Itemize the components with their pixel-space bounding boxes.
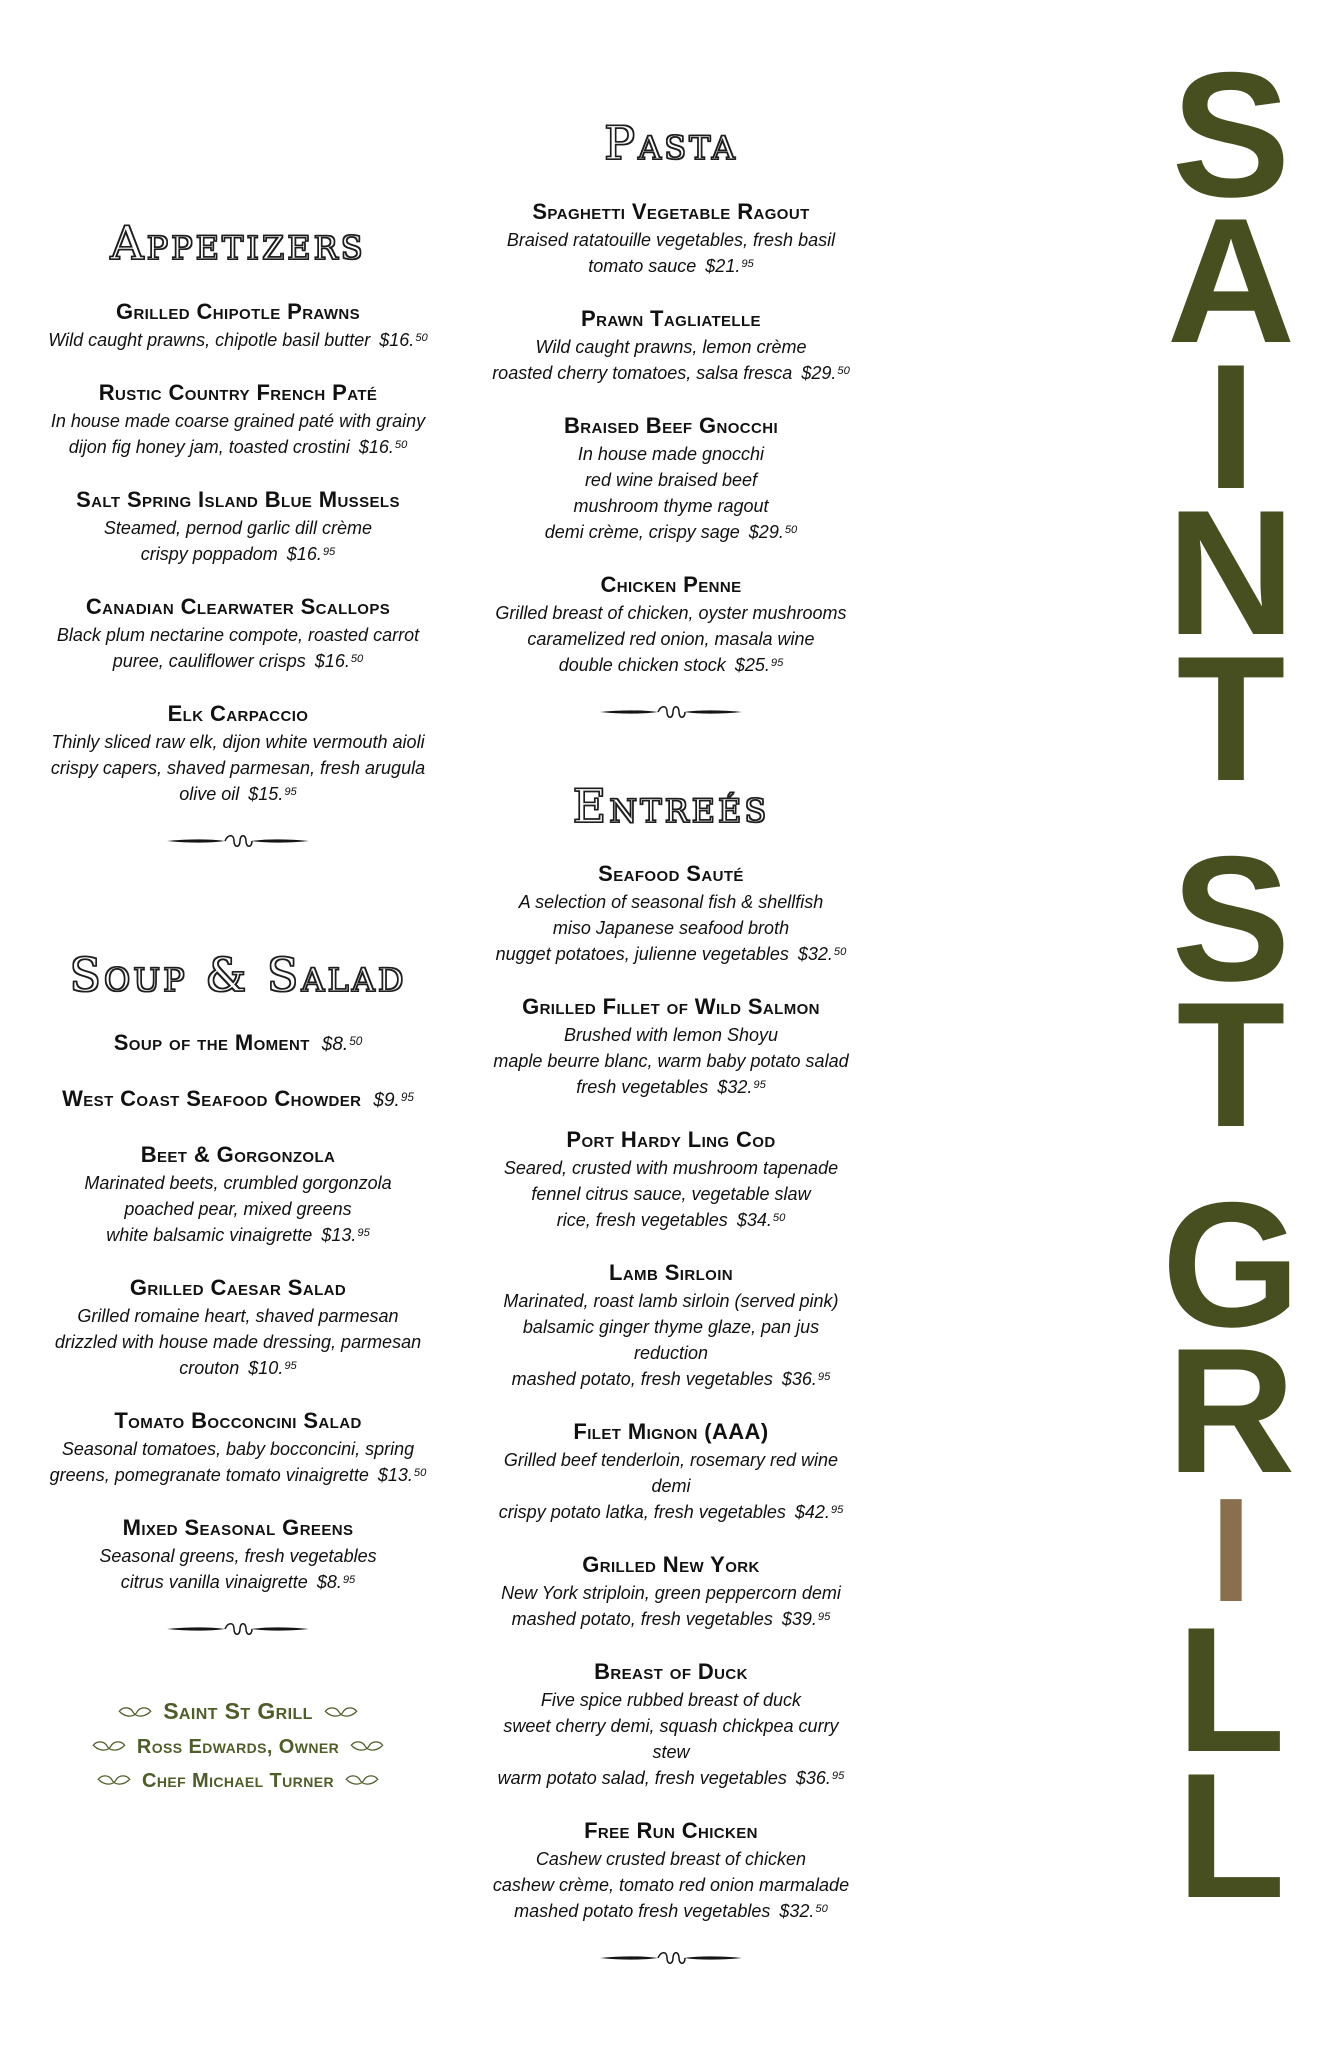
item-desc-line: mushroom thyme ragout [573,495,769,516]
price-cents: 50 [350,652,364,665]
price-dollars: $16. [358,436,394,457]
item-price [321,1225,369,1245]
pasta-heading: Pasta [604,116,738,170]
left-sections [28,218,448,1643]
brand-letter-l: L [1176,1735,1286,1935]
menu-item [486,859,856,970]
item-name-text: Port Hardy Ling Cod [566,1127,776,1153]
item-price [796,1768,844,1788]
item-desc-line: crispy potato latka, fresh vegetables $42.95 [498,1502,844,1523]
item-desc-line: red wine braised beef [584,469,758,490]
item-name-text: Prawn Tagliatelle [581,305,761,331]
item-name-text: West Coast Seafood Chowder [62,1086,362,1112]
item-desc-line: New York striploin, green peppercorn demi [501,1583,841,1604]
item-description [28,729,448,810]
item-price [248,1358,296,1378]
item-description [486,1687,856,1794]
price-cents: 95 [830,1504,844,1517]
item-desc-line: Steamed, pernod garlic dill crème [103,517,373,538]
price-dollars: $16. [379,329,415,350]
price-cents: 95 [817,1371,831,1384]
price-cents: 95 [831,1770,845,1783]
item-desc-line: fresh vegetables $32.95 [576,1077,766,1098]
item-name [28,1140,448,1170]
swirl-ornament-icon [344,1773,380,1787]
item-price [287,544,335,564]
item-description [28,1543,448,1598]
price-cents: 50 [349,1034,363,1048]
scroll-flourish-divider [163,832,313,850]
item-name [28,485,448,515]
item-price [705,256,753,276]
item-name [486,411,856,441]
menu-item [28,1406,448,1491]
price-dollars: $10. [248,1358,284,1379]
item-name-text: Lamb Sirloin [608,1260,733,1286]
item-desc-line: miso Japanese seafood broth [552,918,790,939]
brand-word-grill [1161,1164,1301,1935]
item-desc-line: Brushed with lemon Shoyu [563,1025,779,1046]
item-name [486,992,856,1022]
flourish-lead [96,1770,132,1793]
menu-item [486,411,856,548]
price-cents: 50 [413,1467,427,1480]
item-description [28,1303,448,1384]
swirl-ornament-icon [96,1773,132,1787]
price-cents: 95 [753,1079,766,1092]
item-description [28,1170,448,1251]
item-price [359,437,407,457]
item-desc-line: double chicken stock $25.95 [558,654,784,675]
brand-letter-s: S [1171,35,1291,234]
item-desc-line: fennel citrus sauce, vegetable slaw [531,1184,811,1205]
item-desc-line: Seasonal greens, fresh vegetables [99,1546,377,1567]
price-cents: 95 [322,545,336,558]
item-price [322,1034,363,1055]
footer-chef [28,1770,448,1793]
item-desc-line: Marinated, roast lamb sirloin (served pink) [503,1291,839,1312]
price-dollars: $16. [314,650,350,671]
item-name-text: Salt Spring Island Blue Mussels [76,486,400,512]
price-dollars: $25. [734,654,770,675]
item-description [28,515,448,570]
menu-item [28,699,448,810]
item-desc-line: puree, cauliflower crisps $16.50 [112,650,364,671]
item-desc-line: Cashew crusted breast of chicken [535,1849,807,1870]
price-dollars: $36. [795,1768,831,1789]
menu-item [486,1125,856,1236]
brand-letter-t: T [1176,964,1286,1164]
item-desc-line: sweet cherry demi, squash chickpea curry stew [503,1716,839,1763]
price-dollars: $8. [321,1034,349,1056]
item-name-text: Grilled New York [582,1552,760,1578]
item-description [486,334,856,389]
item-name [486,1657,856,1687]
scroll-flourish-divider [596,1949,746,1967]
price-dollars: $32. [779,1901,815,1922]
section-divider [486,1949,856,1972]
item-desc-line: crouton $10.95 [179,1358,297,1379]
item-desc-line: Grilled beef tenderloin, rosemary red wine demi [503,1450,839,1497]
item-desc-line: Black plum nectarine compote, roasted carrot [56,624,420,645]
item-desc-line: dijon fig honey jam, toasted crostini $16.50 [68,436,408,457]
item-name-text: Seafood Sauté [598,861,744,887]
item-description [486,1022,856,1103]
price-cents: 50 [833,946,847,959]
price-dollars: $29. [748,521,784,542]
flourish-lead [117,1698,153,1725]
item-desc-line: citrus vanilla vinaigrette $8.95 [120,1572,356,1593]
section-soup-salad [28,947,448,1644]
menu-item [28,297,448,356]
flourish-tail [323,1698,359,1725]
item-name [486,197,856,227]
price-dollars: $15. [248,783,284,804]
item-desc-line: Thinly sliced raw elk, dijon white vermouth aioli [51,731,425,752]
menu-item [28,1028,448,1062]
section-items [28,1028,448,1598]
scroll-flourish-divider [596,703,746,721]
price-dollars: $36. [781,1369,817,1390]
price-dollars: $34. [736,1210,772,1231]
price-dollars: $29. [801,362,837,383]
item-name-text: Filet Mignon (AAA) [573,1419,769,1445]
entrees-heading: Entreés [572,778,770,833]
item-price [737,1210,785,1230]
item-description [486,1447,856,1528]
menu-item [486,1816,856,1927]
right-sections [486,118,856,1972]
brand-letter-r: R [1166,1310,1296,1510]
item-desc-line: Five spice rubbed breast of duck [540,1690,802,1711]
item-desc-line: rice, fresh vegetables $34.50 [556,1210,786,1231]
item-desc-line: tomato sauce $21.95 [588,255,754,276]
item-name-text: Grilled Chipotle Prawns [115,298,361,324]
item-price [735,655,783,675]
item-name-text: Grilled Caesar Salad [129,1275,347,1301]
item-desc-line: greens, pomegranate tomato vinaigrette $13.50 [49,1465,427,1486]
vertical-brand-text [1153,35,1309,1935]
section-divider [28,1620,448,1643]
flourish-tail [344,1770,380,1793]
item-desc-line: crispy poppadom $16.95 [140,543,336,564]
item-price [749,522,797,542]
menu-item [28,1140,448,1251]
item-price [317,1572,355,1592]
brand-word-saint [1166,35,1296,818]
item-price [379,330,427,350]
item-name-text: Chicken Penne [600,571,742,597]
right-column [486,118,856,1972]
item-desc-line: Grilled breast of chicken, oyster mushrooms [495,602,847,623]
price-dollars: $42. [794,1502,830,1523]
item-name [28,1406,448,1436]
footer-owner [28,1736,448,1759]
flourish-lead [91,1736,127,1759]
item-name-text: Tomato Bocconcini Salad [114,1408,362,1434]
price-dollars: $32. [797,944,833,965]
item-name [28,378,448,408]
item-desc-line: cashew crème, tomato red onion marmalade [492,1875,850,1896]
item-description [28,622,448,677]
item-desc-line: A selection of seasonal fish & shellfish [518,892,824,913]
swirl-ornament-icon [91,1739,127,1753]
item-desc-line: Wild caught prawns, chipotle basil butter $16.50 [48,329,428,350]
item-name [486,859,856,889]
item-price [795,1502,843,1522]
swirl-ornament-icon [323,1705,359,1719]
item-desc-line: drizzled with house made dressing, parmesan [54,1332,422,1353]
item-name-text: Grilled Fillet of Wild Salmon [522,994,820,1020]
price-cents: 95 [284,785,297,798]
section-items [28,297,448,810]
footer-chef-text: Chef Michael Turner [142,1770,334,1793]
item-desc-line: Seared, crusted with mushroom tapenade [503,1158,839,1179]
section-items [486,859,856,1927]
item-price [373,1090,414,1111]
price-dollars: $21. [705,255,741,276]
price-dollars: $13. [321,1225,357,1246]
swirl-ornament-icon [117,1705,153,1719]
item-description [486,1288,856,1395]
scroll-flourish-divider [163,1620,313,1638]
item-name [486,304,856,334]
item-price [322,1034,363,1055]
item-desc-line: In house made gnocchi [577,443,765,464]
item-name [486,1550,856,1580]
item-name-text: Mixed Seasonal Greens [122,1515,354,1541]
menu-item [28,592,448,677]
price-cents: 50 [772,1212,786,1225]
item-name [486,1258,856,1288]
item-description [28,327,448,356]
section-pasta [486,118,856,726]
swirl-ornament-icon [349,1739,385,1753]
menu-item [486,1550,856,1635]
item-name-text: Spaghetti Vegetable Ragout [532,198,810,224]
brand-letter-i: I [1206,326,1256,526]
menu-item [28,1273,448,1384]
item-desc-line: white balsamic vinaigrette $13.95 [106,1225,370,1246]
item-name [28,1028,448,1062]
menu-item [486,570,856,681]
menu-item [486,1657,856,1794]
item-desc-line: mashed potato, fresh vegetables $39.95 [511,1609,831,1630]
item-price [378,1465,426,1485]
price-cents: 95 [741,257,754,270]
item-desc-line: Marinated beets, crumbled gorgonzola [84,1173,392,1194]
item-name-text: Soup of the Moment [113,1030,310,1056]
item-desc-line: crispy capers, shaved parmesan, fresh arugula [50,757,426,778]
item-desc-line: Wild caught prawns, lemon crème [535,336,807,357]
item-description [486,1155,856,1236]
menu-item [486,1258,856,1395]
item-name [486,1816,856,1846]
section-entrees [486,778,856,1973]
item-description [486,1846,856,1927]
footer-restaurant-name [28,1698,448,1725]
item-name-text: Elk Carpaccio [167,700,309,726]
item-desc-line: nugget potatoes, julienne vegetables $32.50 [495,944,847,965]
item-price [373,1090,414,1111]
brand-letter-g: G [1161,1164,1301,1364]
section-items [486,197,856,681]
item-desc-line: maple beurre blanc, warm baby potato salad [493,1051,849,1072]
menu-item [486,304,856,389]
item-name [486,1417,856,1447]
item-desc-line: Braised ratatouille vegetables, fresh basil [506,229,836,250]
item-desc-line: balsamic ginger thyme glaze, pan jus reduction [522,1317,820,1364]
brand-letter-l: L [1176,1589,1286,1789]
section-appetizers [28,218,448,855]
brand-word-st [1171,818,1291,1164]
item-description [486,889,856,970]
section-divider [486,703,856,726]
footer-restaurant-name-text: Saint St Grill [163,1698,313,1725]
brand-letter-a: A [1166,180,1296,380]
price-cents: 95 [342,1574,356,1587]
item-desc-line: warm potato salad, fresh vegetables $36.95 [497,1768,845,1789]
item-desc-line: roasted cherry tomatoes, salsa fresca $29.50 [492,362,850,383]
menu-item [28,485,448,570]
left-column [28,218,448,1804]
item-desc-line: In house made coarse grained paté with grainy [50,410,426,431]
footer-owner-text: Ross Edwards, Owner [136,1736,340,1759]
menu-item [28,378,448,463]
item-name [486,570,856,600]
soup-salad-heading: Soup & Salad [69,947,407,1002]
price-cents: 95 [284,1360,297,1373]
price-cents: 50 [415,331,428,344]
item-name-text: Rustic Country French Paté [98,379,378,405]
price-dollars: $9. [373,1090,400,1112]
item-description [28,408,448,463]
menu-item [486,197,856,282]
price-cents: 95 [817,1611,831,1624]
price-cents: 95 [770,656,784,669]
item-desc-line: Seasonal tomatoes, baby bocconcini, spring [61,1439,415,1460]
price-dollars: $32. [717,1077,753,1098]
item-price [779,1901,827,1921]
item-name [28,1513,448,1543]
item-desc-line: demi crème, crispy sage $29.50 [544,521,798,542]
item-description [486,227,856,282]
price-dollars: $16. [286,543,322,564]
item-name-text: Canadian Clearwater Scallops [85,593,391,619]
menu-item [28,1084,448,1118]
price-dollars: $8. [316,1572,342,1593]
item-price [782,1609,830,1629]
item-name-text: Breast of Duck [594,1659,748,1685]
price-dollars: $13. [377,1465,413,1486]
price-cents: 95 [400,1090,414,1104]
price-cents: 50 [815,1903,828,1916]
item-description [28,1436,448,1491]
item-name-text: Free Run Chicken [584,1818,758,1844]
item-description [486,600,856,681]
item-name [28,1273,448,1303]
item-name-text: Beet & Gorgonzola [140,1142,336,1168]
appetizers-heading: Appetizers [110,216,366,270]
item-price [782,1369,830,1389]
item-desc-line: caramelized red onion, masala wine [527,628,815,649]
item-name [28,1084,448,1118]
brand-letter-n: N [1166,472,1296,672]
item-description [486,1580,856,1635]
menu-item [486,1417,856,1528]
menu-item [486,992,856,1103]
price-dollars: $39. [781,1609,817,1630]
item-description [486,441,856,548]
brand-letter-t: T [1176,618,1286,818]
price-cents: 50 [784,523,798,536]
item-price [315,651,363,671]
brand-letter-i: I [1210,1467,1252,1633]
item-name [28,297,448,327]
footer-credits [28,1698,448,1793]
item-price [717,1077,765,1097]
item-desc-line: poached pear, mixed greens [124,1199,352,1220]
flourish-tail [349,1736,385,1759]
item-desc-line: mashed potato, fresh vegetables $36.95 [511,1369,831,1390]
menu-item [28,1513,448,1598]
brand-letter-s: S [1171,818,1291,1018]
item-desc-line: Grilled romaine heart, shaved parmesan [77,1306,399,1327]
item-price [798,944,846,964]
item-name-text: Braised Beef Gnocchi [563,412,779,438]
section-divider [28,832,448,855]
item-desc-line: olive oil $15.95 [179,783,297,804]
item-desc-line: mashed potato fresh vegetables $32.50 [514,1901,828,1922]
price-cents: 50 [394,438,408,451]
price-cents: 95 [357,1227,370,1240]
price-cents: 50 [837,364,850,377]
item-name [28,592,448,622]
item-name [28,699,448,729]
item-price [801,363,849,383]
item-price [248,784,296,804]
item-name [486,1125,856,1155]
